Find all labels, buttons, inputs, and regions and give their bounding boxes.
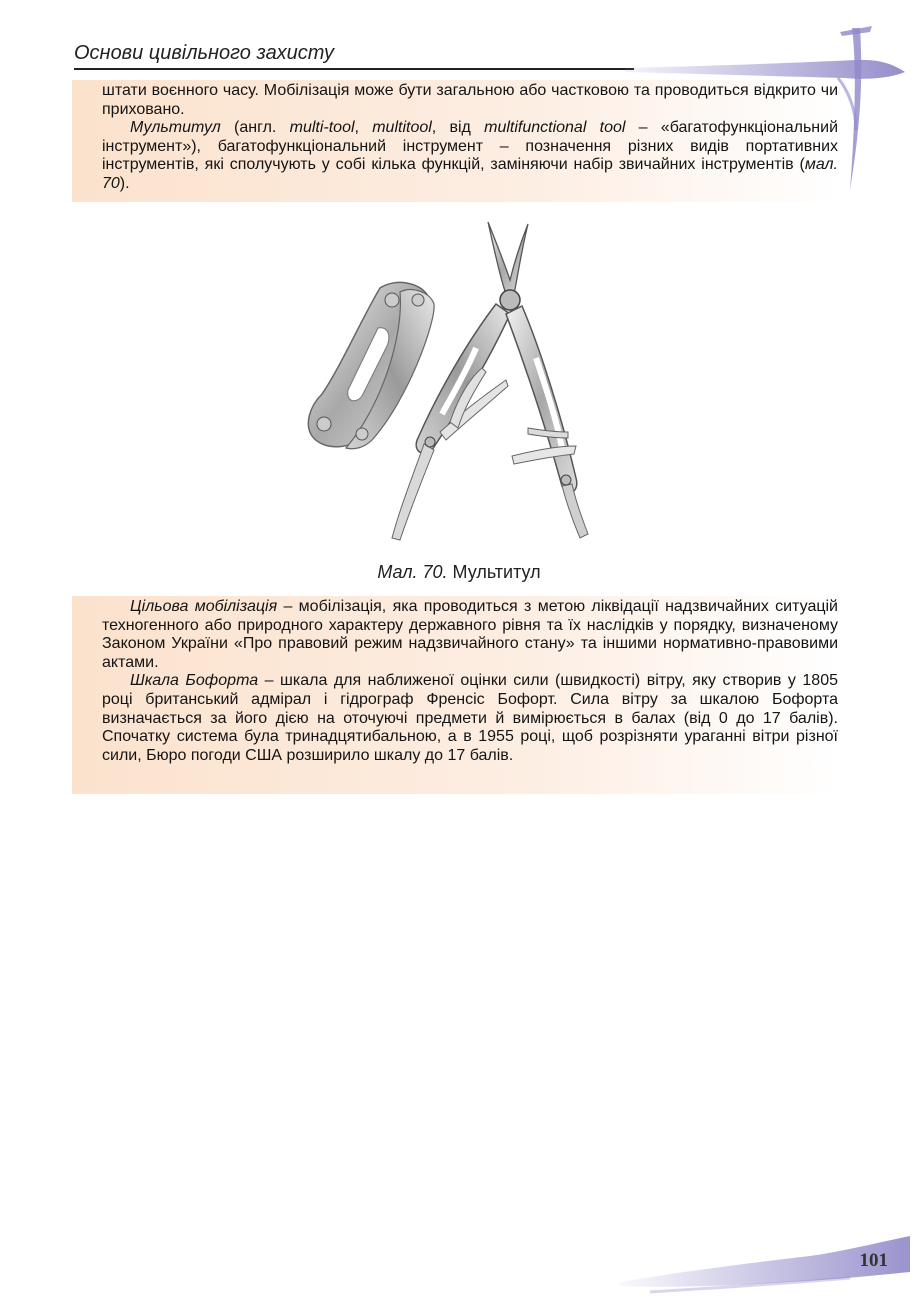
open-multitool — [392, 222, 588, 540]
header-rule — [74, 68, 634, 70]
multitool-illustration-icon — [300, 218, 610, 548]
page-number: 101 — [859, 1250, 888, 1271]
figure-reference: мал. 70 — [102, 156, 838, 192]
paragraph-beaufort-scale: Шкала Бофорта – шкала для наближеної оцінки сили (швидкості) вітру, яку створив у 1805 році британський адмірал і гідрограф Френсіс Бофорт. Сила вітру за шкалою Бофорта визначається за його дією на оточуючі предмети й вимірюється в балах (від 0 до 17 балів). Спочатку система була тринадцятибальною, а в 1955 році, щоб розрізняти ураганні вітри різної сили, Бюро погоди США розширило шкалу до 17 балів. — [102, 672, 838, 764]
running-title: Основи цивільного захисту — [74, 42, 335, 64]
paragraph-targeted-mobilization: Цільова мобілізація – мобілізація, яка проводиться з метою ліквідації надзвичайних ситуацій техногенного або природного характеру державного рівня та їх наслідків у порядку, визначеному Законом України «Про правовий режим надзвичайного стану» та іншими нормативно-правовими актами. — [102, 598, 838, 671]
folded-multitool — [308, 282, 434, 448]
paragraph-mobilization-end: штати воєнного часу. Мобілізація може бути загальною або частковою та проводиться відкрито чи приховано. — [102, 82, 838, 118]
figure-caption — [0, 562, 918, 583]
term-multitool: Мультитул — [130, 119, 221, 137]
text-block-definitions — [72, 596, 842, 794]
caption-label: Мал. 70. — [377, 562, 448, 582]
paragraph-multitool: Мультитул (англ. multi-tool, multitool, від multifunctional tool – «багатофункціональний інструмент»), багатофункціональний інструмент – позначення різних видів портативних інструментів, які сполучують у собі кілька функцій, заміняючи набір звичайних інструментів (мал. 70). — [102, 119, 839, 192]
text-block-mobilization — [72, 80, 842, 202]
term-beaufort-scale: Шкала Бофорта — [130, 672, 259, 690]
caption-text: Мультитул — [447, 562, 541, 582]
term-targeted-mobilization: Цільова мобілізація — [130, 598, 278, 615]
